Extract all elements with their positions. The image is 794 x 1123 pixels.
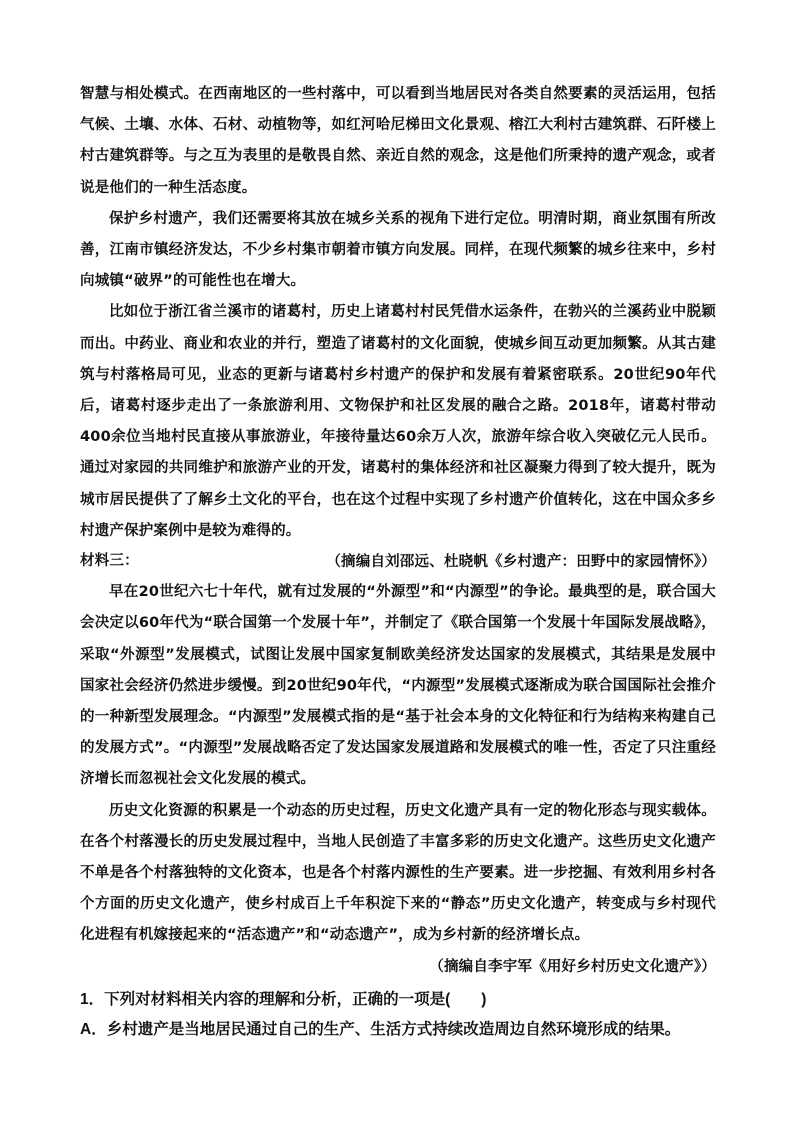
material-two-paragraph-2: 保护乡村遗产，我们还需要将其放在城乡关系的视角下进行定位。明清时期，商业氛围有所改善，江南市镇经济发达，不少乡村集市朝着市镇方向发展。同样，在现代频繁的城乡往来中，乡村向城镇“破界”的可能性也在增大。: [80, 210, 716, 290]
question-stem: 1．下列对材料相关内容的理解和分析，正确的一项是( ): [80, 991, 487, 1008]
material-three-block: [80, 546, 716, 983]
material-two-paragraph-1: 智慧与相处模式。在西南地区的一些村落中，可以看到当地居民对各类自然要素的灵活运用，包括气候、土壤、水体、石材、动植物等，如红河哈尼梯田文化景观、榕江大利村古建筑群、石阡楼上村古建筑群等。与之互为表里的是敬畏自然、亲近自然的观念，这是他们所秉持的遗产观念，或者说是他们的一种生活态度。: [80, 86, 716, 196]
material-three-source: （摘编自李宇军《用好乡村历史文化遗产》）: [429, 958, 716, 975]
material-two-block: [80, 79, 716, 578]
material-two-source: （摘编自刘邵远、杜晓帆《乡村遗产：田野中的家园情怀》）: [326, 554, 716, 571]
material-three-label: 材料三：: [80, 553, 139, 569]
material-two-paragraph-3: 比如位于浙江省兰溪市的诸葛村，历史上诸葛村村民凭借水运条件，在勃兴的兰溪药业中脱颖而出。中药业、商业和农业的并行，塑造了诸葛村的文化面貌，使城乡间互动更加频繁。从其古建筑与村落格局可见，业态的更新与诸葛村乡村遗产的保护和发展有着紧密联系。20世纪90年代后，诸葛村逐步走出了一条旅游利用、文物保护和社区发展的融合之路。2018年，诸葛村带动400余位当地村民直接从事旅游业，年接待量达60余万人次，旅游年综合收入突破亿元人民币。通过对家园的共同维护和旅游产业的开发，诸葛村的集体经济和社区凝聚力得到了较大提升，既为城市居民提供了了解乡土文化的平台，也在这个过程中实现了乡村遗产价值转化，这在中国众多乡村遗产保护案例中是较为难得的。: [80, 304, 716, 539]
material-three-paragraph-1: 早在20世纪六七十年代，就有过发展的“外源型”和“内源型”的争论。最典型的是，联合国大会决定以60年代为“联合国第一个发展十年”，并制定了《联合国第一个发展十年国际发展战略》，采取“外源型”发展模式，试图让发展中国家复制欧美经济发达国家的发展模式，其结果是发展中国家社会经济仍然进步缓慢。到20世纪90年代，“内源型”发展模式逐渐成为联合国国际社会推介的一种新型发展理念。“内源型”发展模式指的是“基于社会本身的文化特征和行为结构来构建自己的发展方式”。“内源型”发展战略否定了发达国家发展道路和发展模式的唯一性，否定了只注重经济增长而忽视社会文化发展的模式。: [80, 584, 716, 788]
material-three-paragraph-2: 历史文化资源的积累是一个动态的历史过程，历史文化遗产具有一定的物化形态与现实载体。在各个村落漫长的历史发展过程中，当地人民创造了丰富多彩的历史文化遗产。这些历史文化遗产不单是各个村落独特的文化资本，也是各个村落内源性的生产要素。进一步挖掘、有效利用乡村各个方面的历史文化遗产，使乡村成百上千年积淀下来的“静态”历史文化遗产，转变成与乡村现代化进程有机嫁接起来的“活态遗产”和“动态遗产”，成为乡村新的经济增长点。: [80, 802, 716, 944]
question-option-a: A．乡村遗产是当地居民通过自己的生产、生活方式持续改造周边自然环境形成的结果。: [80, 1021, 681, 1038]
